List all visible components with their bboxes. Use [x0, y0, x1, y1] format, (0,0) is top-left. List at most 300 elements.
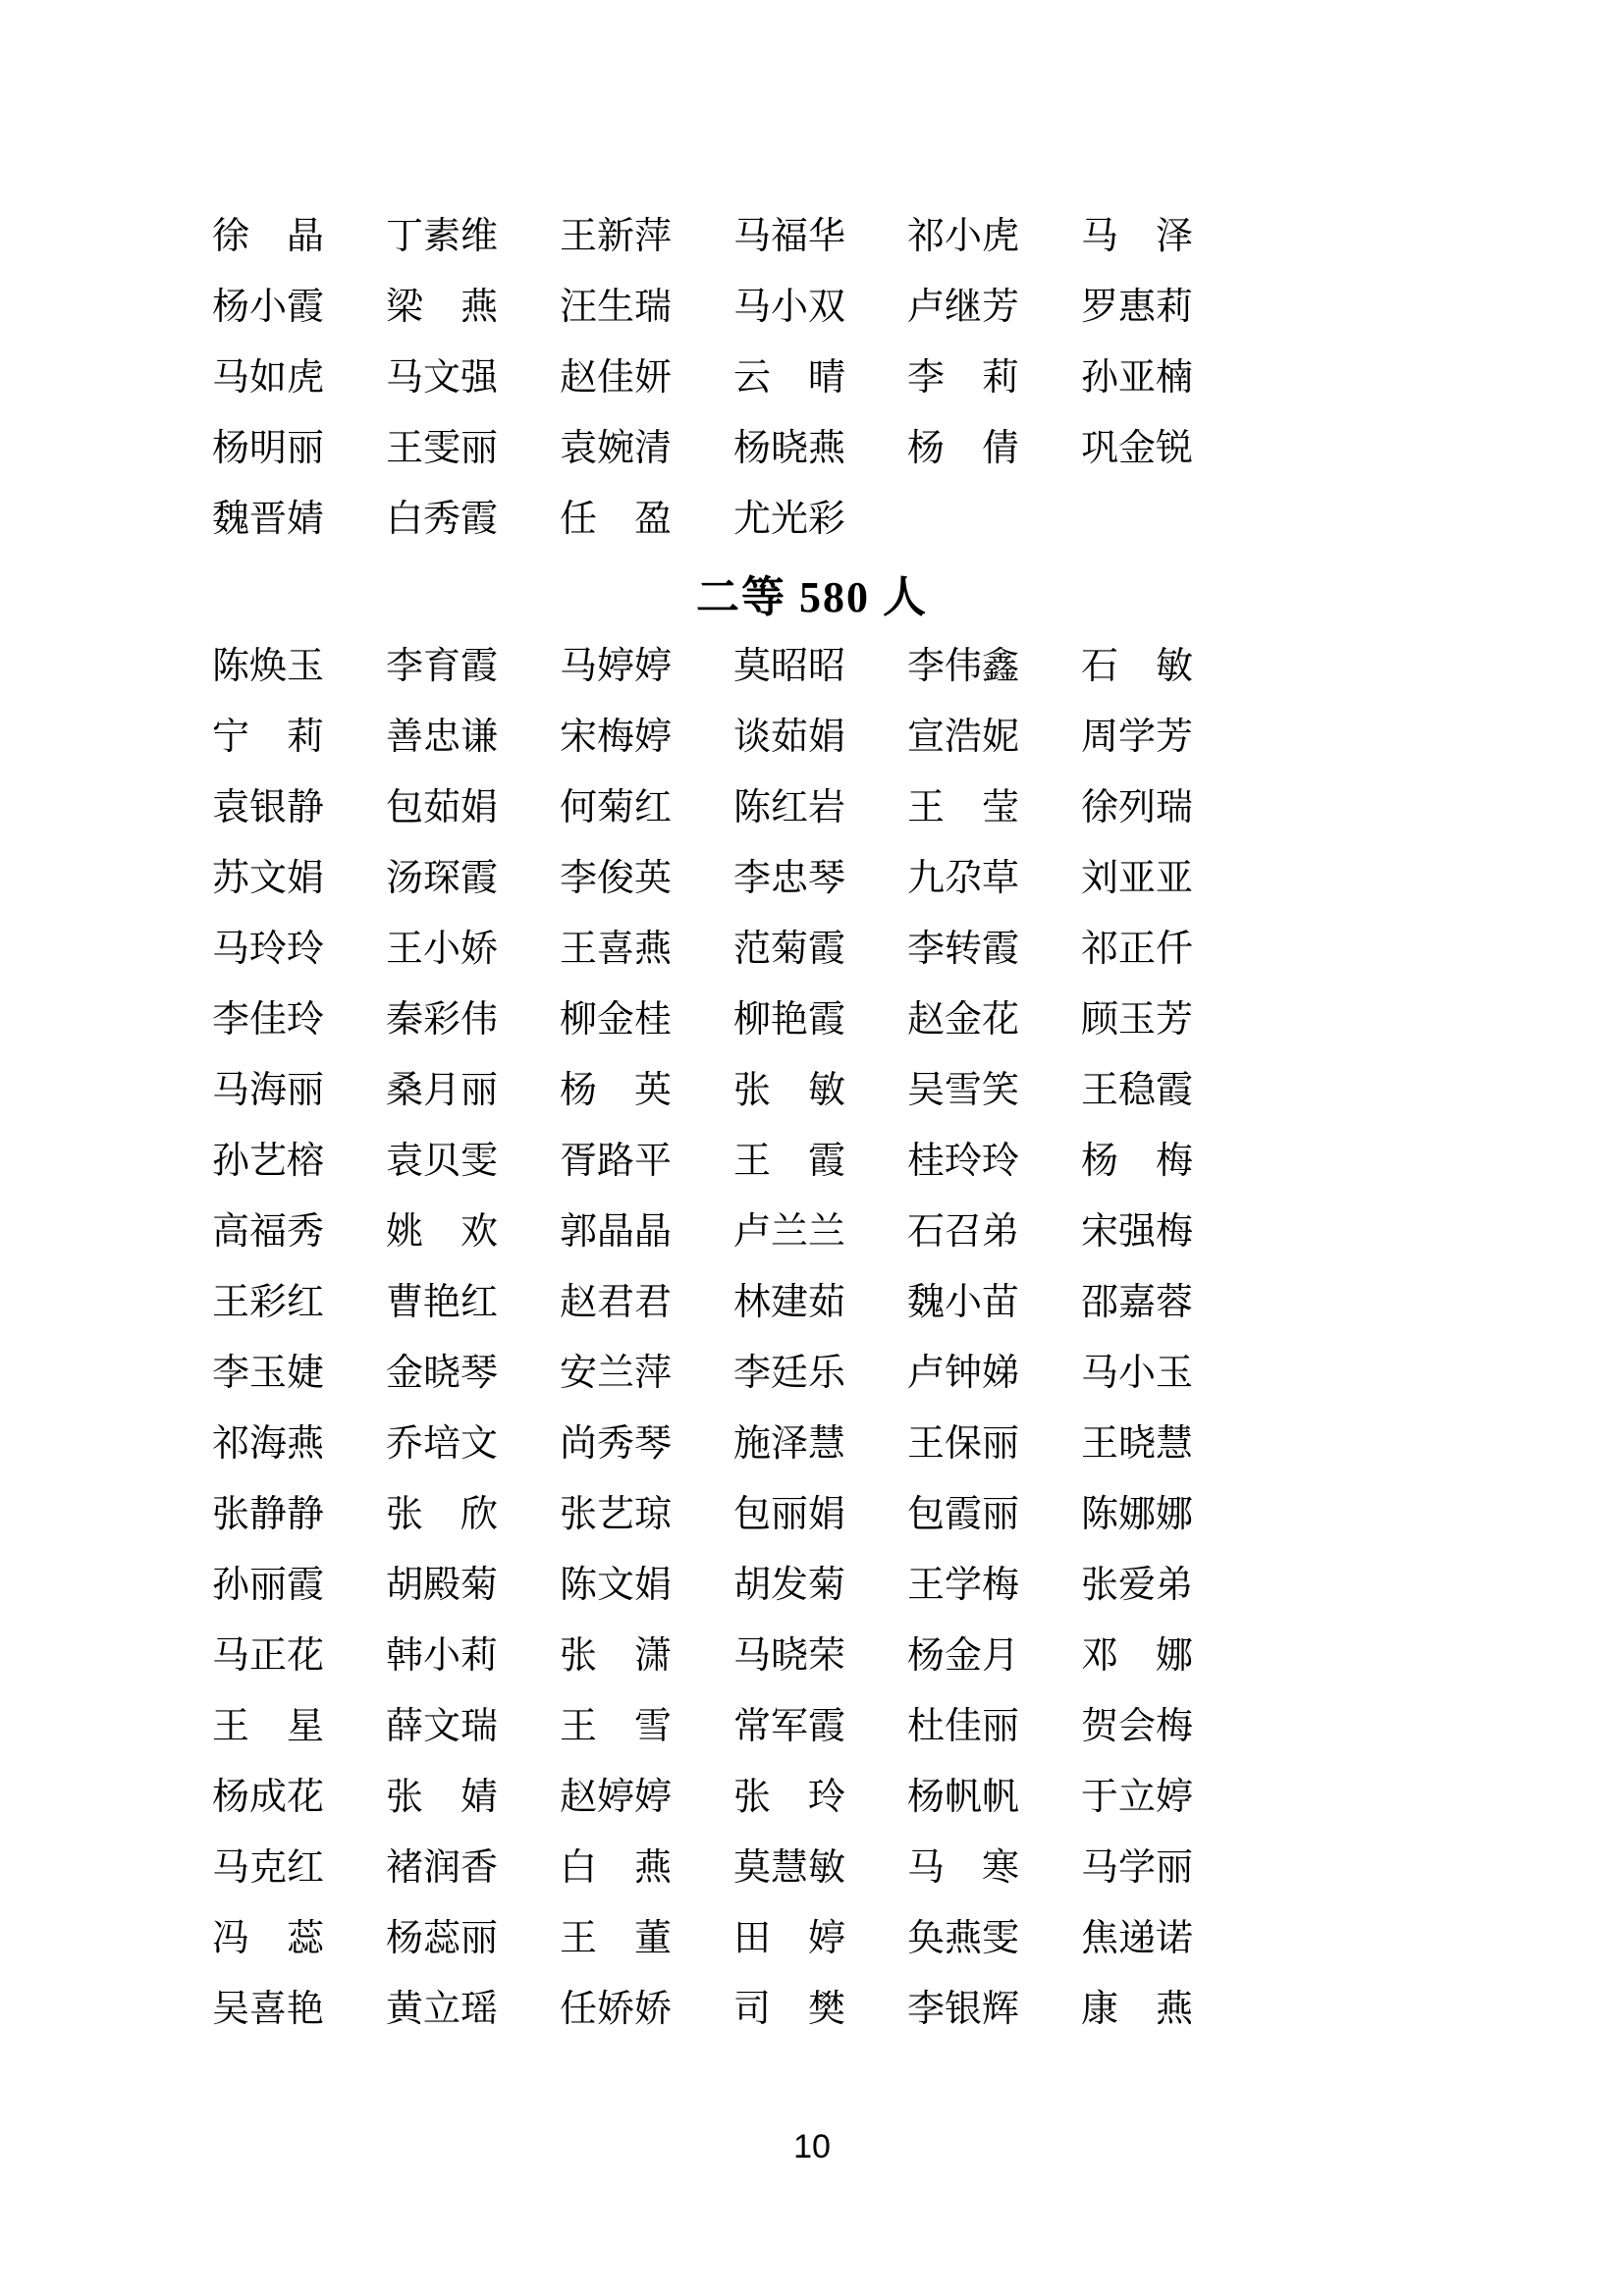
person-name — [560, 1001, 672, 1039]
person-name — [733, 1849, 845, 1887]
name-char: 昭 — [771, 646, 809, 687]
name-char: 彩 — [423, 999, 461, 1041]
person-name — [386, 501, 498, 538]
name-char: 张 — [560, 1494, 598, 1535]
person-name — [212, 1920, 324, 1957]
person-name — [907, 648, 1019, 685]
person-name — [733, 1637, 845, 1675]
person-name — [733, 931, 845, 968]
name-char: 燕 — [460, 287, 498, 328]
person-name — [560, 860, 672, 897]
person-name — [907, 1567, 1019, 1604]
name-char: 娟 — [634, 1565, 673, 1606]
name-char: 爱 — [1118, 1565, 1157, 1606]
name-row — [0, 1479, 1624, 1550]
name-char: 弟 — [1156, 1565, 1194, 1606]
name-char: 董 — [633, 1918, 672, 1959]
person-name — [212, 789, 324, 827]
name-char: 陈 — [560, 1565, 598, 1606]
person-name — [386, 1213, 498, 1251]
person-name — [733, 648, 845, 685]
person-name — [386, 218, 498, 255]
person-name — [907, 1425, 1019, 1463]
person-name — [1081, 648, 1193, 685]
name-char: 婷 — [597, 646, 635, 687]
name-char: 汤 — [386, 858, 424, 899]
person-name — [733, 359, 845, 397]
name-char: 谦 — [460, 717, 499, 758]
name-char: 发 — [771, 1565, 809, 1606]
name-char: 菊 — [771, 929, 809, 970]
name-char: 汪 — [560, 287, 598, 328]
person-name — [1081, 1779, 1193, 1816]
person-name — [1081, 1637, 1193, 1675]
name-char: 王 — [907, 787, 946, 828]
name-char: 宋 — [1081, 1211, 1119, 1253]
person-name — [907, 1779, 1019, 1816]
name-row — [0, 985, 1624, 1055]
person-name — [560, 1072, 672, 1109]
name-char: 萍 — [634, 216, 673, 257]
person-name — [212, 218, 324, 255]
person-name — [733, 789, 845, 827]
name-char: 袁 — [386, 1141, 424, 1182]
name-char: 李 — [733, 858, 772, 899]
name-char: 培 — [423, 1423, 461, 1465]
person-name — [560, 1567, 672, 1604]
name-char: 王 — [907, 1423, 946, 1465]
person-name — [386, 1072, 498, 1109]
name-char: 白 — [386, 499, 424, 540]
name-char: 晓 — [423, 1353, 461, 1394]
name-char: 霞 — [807, 1141, 845, 1182]
name-char: 艺 — [597, 1494, 635, 1535]
name-char: 婧 — [287, 499, 325, 540]
person-name — [212, 648, 324, 685]
page-number: 10 — [793, 2128, 831, 2165]
name-char: 晋 — [249, 499, 288, 540]
person-name — [733, 1143, 845, 1180]
name-char: 花 — [287, 1635, 325, 1677]
name-char: 兰 — [597, 1353, 635, 1394]
person-name — [560, 931, 672, 968]
name-char: 奂 — [907, 1918, 946, 1959]
name-char: 霞 — [808, 1706, 846, 1747]
person-name — [1081, 1355, 1193, 1392]
name-char: 卢 — [907, 287, 946, 328]
name-char: 诺 — [1156, 1918, 1194, 1959]
name-char: 伟 — [460, 999, 499, 1041]
name-char: 如 — [249, 357, 288, 399]
person-name — [212, 1355, 324, 1392]
name-char: 玲 — [982, 1141, 1020, 1182]
name-char: 小 — [1118, 1353, 1157, 1394]
name-row — [0, 843, 1624, 914]
person-name — [1081, 1072, 1193, 1109]
person-name — [733, 501, 845, 538]
name-char: 文 — [249, 858, 288, 899]
name-row — [0, 343, 1624, 413]
name-char: 梅 — [1156, 1211, 1194, 1253]
name-char: 金 — [386, 1353, 424, 1394]
name-char: 孙 — [212, 1565, 250, 1606]
name-char: 霞 — [945, 1494, 983, 1535]
name-char: 佳 — [249, 999, 288, 1041]
name-char: 巩 — [1081, 428, 1119, 469]
person-name — [212, 1991, 324, 2028]
name-char: 晶 — [597, 1211, 635, 1253]
name-char: 佳 — [945, 1706, 983, 1747]
person-name — [560, 501, 672, 538]
name-char: 继 — [945, 287, 983, 328]
name-char: 王 — [733, 1141, 772, 1182]
person-name — [386, 1991, 498, 2028]
name-char: 银 — [249, 787, 288, 828]
name-char: 杨 — [907, 428, 946, 469]
name-char: 瑞 — [460, 1706, 499, 1747]
person-name — [212, 1213, 324, 1251]
person-name — [907, 1355, 1019, 1392]
name-char: 婷 — [634, 717, 673, 758]
name-char: 金 — [945, 1635, 983, 1677]
name-char: 金 — [945, 999, 983, 1041]
name-char: 妍 — [634, 357, 673, 399]
name-row — [0, 1691, 1624, 1762]
name-char: 霞 — [1156, 1070, 1194, 1111]
person-name — [733, 289, 845, 326]
name-row — [0, 1762, 1624, 1833]
name-char: 慧 — [1156, 1423, 1194, 1465]
name-char: 楠 — [1156, 357, 1194, 399]
name-char: 周 — [1081, 717, 1119, 758]
name-char: 莫 — [733, 1847, 772, 1889]
name-char: 小 — [945, 1282, 983, 1323]
name-char: 袁 — [560, 428, 598, 469]
name-char: 马 — [733, 287, 772, 328]
name-char: 祁 — [212, 1423, 250, 1465]
name-char: 学 — [945, 1565, 983, 1606]
name-char: 杨 — [1081, 1141, 1119, 1182]
name-char: 亚 — [1156, 858, 1194, 899]
name-char: 陈 — [1081, 1494, 1119, 1535]
person-name — [386, 1355, 498, 1392]
name-row — [0, 702, 1624, 773]
name-char: 茹 — [771, 717, 809, 758]
name-row — [0, 773, 1624, 843]
name-char: 玉 — [1118, 999, 1157, 1041]
person-name — [1081, 1001, 1193, 1039]
name-char: 王 — [386, 428, 424, 469]
name-char: 赵 — [560, 357, 598, 399]
name-char: 马 — [212, 929, 250, 970]
name-char: 杨 — [907, 1777, 946, 1818]
name-row — [0, 1550, 1624, 1621]
name-char: 霞 — [460, 646, 499, 687]
name-char: 燕 — [287, 1423, 325, 1465]
name-char: 草 — [982, 858, 1020, 899]
person-name — [560, 1213, 672, 1251]
name-char: 王 — [1081, 1070, 1119, 1111]
name-char: 小 — [771, 287, 809, 328]
name-char: 霞 — [808, 999, 846, 1041]
name-char: 菊 — [808, 1565, 846, 1606]
name-row — [0, 201, 1624, 272]
name-char: 丽 — [460, 1918, 499, 1959]
person-name — [907, 931, 1019, 968]
name-char: 杨 — [733, 428, 772, 469]
name-char: 娇 — [597, 1989, 635, 2030]
person-name — [1081, 789, 1193, 827]
name-char: 娇 — [460, 929, 499, 970]
name-char: 丽 — [287, 1070, 325, 1111]
person-name — [1081, 1991, 1193, 2028]
person-name — [733, 218, 845, 255]
name-char: 张 — [386, 1777, 424, 1818]
name-char: 亚 — [1118, 357, 1157, 399]
name-char: 文 — [423, 1706, 461, 1747]
name-char: 陈 — [733, 787, 772, 828]
name-char: 琴 — [460, 1353, 499, 1394]
name-char: 欣 — [460, 1494, 498, 1535]
name-char: 娟 — [808, 1494, 846, 1535]
name-char: 白 — [560, 1847, 598, 1889]
person-name — [212, 430, 324, 467]
name-char: 晓 — [1118, 1423, 1157, 1465]
person-name — [560, 648, 672, 685]
person-name — [386, 1284, 498, 1321]
name-char: 王 — [1081, 1423, 1119, 1465]
name-char: 马 — [733, 216, 772, 257]
person-name — [733, 1355, 845, 1392]
name-row — [0, 631, 1624, 702]
name-char: 丽 — [287, 428, 325, 469]
name-row — [0, 1126, 1624, 1197]
name-char: 杨 — [560, 1070, 598, 1111]
name-list-grade-two — [0, 631, 1624, 2045]
person-name — [212, 1072, 324, 1109]
person-name — [560, 1425, 672, 1463]
name-char: 鑫 — [982, 646, 1020, 687]
name-row — [0, 914, 1624, 985]
name-char: 月 — [982, 1635, 1020, 1677]
person-name — [560, 1991, 672, 2028]
name-char: 潇 — [633, 1635, 672, 1677]
name-char: 桂 — [907, 1141, 946, 1182]
person-name — [212, 1708, 324, 1745]
name-char: 星 — [286, 1706, 324, 1747]
name-char: 强 — [1118, 1211, 1157, 1253]
person-name — [733, 1708, 845, 1745]
name-char: 正 — [1118, 929, 1157, 970]
name-char: 李 — [386, 646, 424, 687]
name-char: 施 — [733, 1423, 772, 1465]
name-char: 魏 — [212, 499, 250, 540]
name-char: 秀 — [287, 1211, 325, 1253]
name-char: 会 — [1118, 1706, 1157, 1747]
name-char: 婷 — [634, 646, 673, 687]
name-char: 李 — [733, 1353, 772, 1394]
person-name — [733, 1991, 845, 2028]
name-char: 霞 — [460, 858, 499, 899]
name-char: 丽 — [460, 1070, 499, 1111]
person-name — [733, 1496, 845, 1533]
name-char: 玉 — [249, 1353, 288, 1394]
name-char: 榕 — [287, 1141, 325, 1182]
name-char: 王 — [560, 1706, 598, 1747]
name-char: 琴 — [808, 858, 846, 899]
name-char: 盈 — [633, 499, 672, 540]
name-char: 邓 — [1081, 1635, 1119, 1677]
name-char: 润 — [423, 1847, 461, 1889]
person-name — [1081, 1920, 1193, 1957]
name-char: 胥 — [560, 1141, 598, 1182]
name-char: 廷 — [771, 1353, 809, 1394]
name-char: 薛 — [386, 1706, 424, 1747]
name-char: 君 — [634, 1282, 673, 1323]
name-char: 兰 — [771, 1211, 809, 1253]
name-char: 娜 — [1155, 1635, 1193, 1677]
name-char: 清 — [634, 428, 673, 469]
name-char: 吴 — [907, 1070, 946, 1111]
person-name — [907, 430, 1019, 467]
name-char: 张 — [560, 1635, 598, 1677]
name-char: 福 — [771, 216, 809, 257]
name-char: 帆 — [945, 1777, 983, 1818]
name-char: 瑞 — [1156, 787, 1194, 828]
name-char: 马 — [1081, 1847, 1119, 1889]
name-char: 霞 — [982, 929, 1020, 970]
name-char: 苗 — [982, 1282, 1020, 1323]
name-char: 石 — [907, 1211, 946, 1253]
person-name — [560, 1496, 672, 1533]
person-name — [386, 789, 498, 827]
name-char: 石 — [1081, 646, 1119, 687]
name-char: 惠 — [1118, 287, 1157, 328]
name-char: 王 — [386, 929, 424, 970]
name-char: 莉 — [286, 717, 324, 758]
name-char: 艳 — [287, 1989, 325, 2030]
name-char: 梁 — [386, 287, 424, 328]
person-name — [1081, 1284, 1193, 1321]
name-char: 杨 — [212, 1777, 250, 1818]
name-char: 徐 — [212, 216, 250, 257]
name-char: 芳 — [1156, 999, 1194, 1041]
name-char: 小 — [423, 1635, 461, 1677]
name-char: 雯 — [460, 1141, 499, 1182]
person-name — [212, 719, 324, 756]
name-char: 忠 — [423, 717, 461, 758]
name-char: 锐 — [1156, 428, 1194, 469]
person-name — [386, 1849, 498, 1887]
name-char: 宣 — [907, 717, 946, 758]
person-name — [1081, 359, 1193, 397]
name-char: 路 — [597, 1141, 635, 1182]
person-name — [212, 1284, 324, 1321]
name-char: 包 — [386, 787, 424, 828]
name-char: 李 — [907, 1989, 946, 2030]
name-char: 桂 — [634, 999, 673, 1041]
person-name — [907, 1213, 1019, 1251]
name-char: 婉 — [597, 428, 635, 469]
name-row — [0, 1409, 1624, 1479]
name-char: 霞 — [808, 929, 846, 970]
name-char: 娜 — [1118, 1494, 1157, 1535]
person-name — [560, 1143, 672, 1180]
person-name — [212, 1849, 324, 1887]
name-char: 寒 — [981, 1847, 1019, 1889]
name-char: 燕 — [634, 929, 673, 970]
name-char: 军 — [771, 1706, 809, 1747]
person-name — [386, 1779, 498, 1816]
person-name — [907, 860, 1019, 897]
name-char: 霞 — [460, 499, 499, 540]
name-char: 樊 — [807, 1989, 845, 2030]
person-name — [907, 359, 1019, 397]
name-char: 双 — [808, 287, 846, 328]
person-name — [212, 1567, 324, 1604]
person-name — [1081, 289, 1193, 326]
name-char: 素 — [423, 216, 461, 257]
name-char: 杨 — [907, 1635, 946, 1677]
name-char: 新 — [597, 216, 635, 257]
person-name — [212, 1779, 324, 1816]
person-name — [212, 1425, 324, 1463]
name-char: 婧 — [460, 1777, 498, 1818]
name-row — [0, 1903, 1624, 1974]
person-name — [560, 359, 672, 397]
name-char: 蓉 — [1156, 1282, 1194, 1323]
name-char: 金 — [1118, 428, 1157, 469]
name-char: 徐 — [1081, 787, 1119, 828]
name-char: 马 — [212, 1070, 250, 1111]
name-char: 宋 — [560, 717, 598, 758]
person-name — [1081, 860, 1193, 897]
person-name — [212, 860, 324, 897]
name-char: 艳 — [423, 1282, 461, 1323]
name-char: 安 — [560, 1353, 598, 1394]
name-char: 伟 — [945, 646, 983, 687]
name-char: 丽 — [771, 1494, 809, 1535]
person-name — [212, 289, 324, 326]
name-char: 孙 — [212, 1141, 250, 1182]
name-char: 善 — [386, 717, 424, 758]
person-name — [386, 1143, 498, 1180]
name-char: 常 — [733, 1706, 772, 1747]
person-name — [733, 1213, 845, 1251]
name-char: 贺 — [1081, 1706, 1119, 1747]
name-char: 小 — [945, 216, 983, 257]
name-char: 云 — [733, 357, 772, 399]
name-char: 莉 — [460, 1635, 499, 1677]
person-name — [212, 359, 324, 397]
name-char: 马 — [907, 1847, 946, 1889]
person-name — [907, 1496, 1019, 1533]
person-name — [733, 1284, 845, 1321]
person-name — [1081, 1567, 1193, 1604]
person-name — [212, 1001, 324, 1039]
name-char: 张 — [733, 1777, 772, 1818]
name-char: 郭 — [560, 1211, 598, 1253]
name-char: 李 — [907, 646, 946, 687]
name-char: 花 — [287, 1777, 325, 1818]
name-char: 娜 — [1156, 1494, 1194, 1535]
name-char: 焕 — [249, 646, 288, 687]
person-name — [386, 1708, 498, 1745]
name-char: 马 — [733, 1635, 772, 1677]
name-char: 立 — [423, 1989, 461, 2030]
person-name — [212, 931, 324, 968]
name-char: 秦 — [386, 999, 424, 1041]
